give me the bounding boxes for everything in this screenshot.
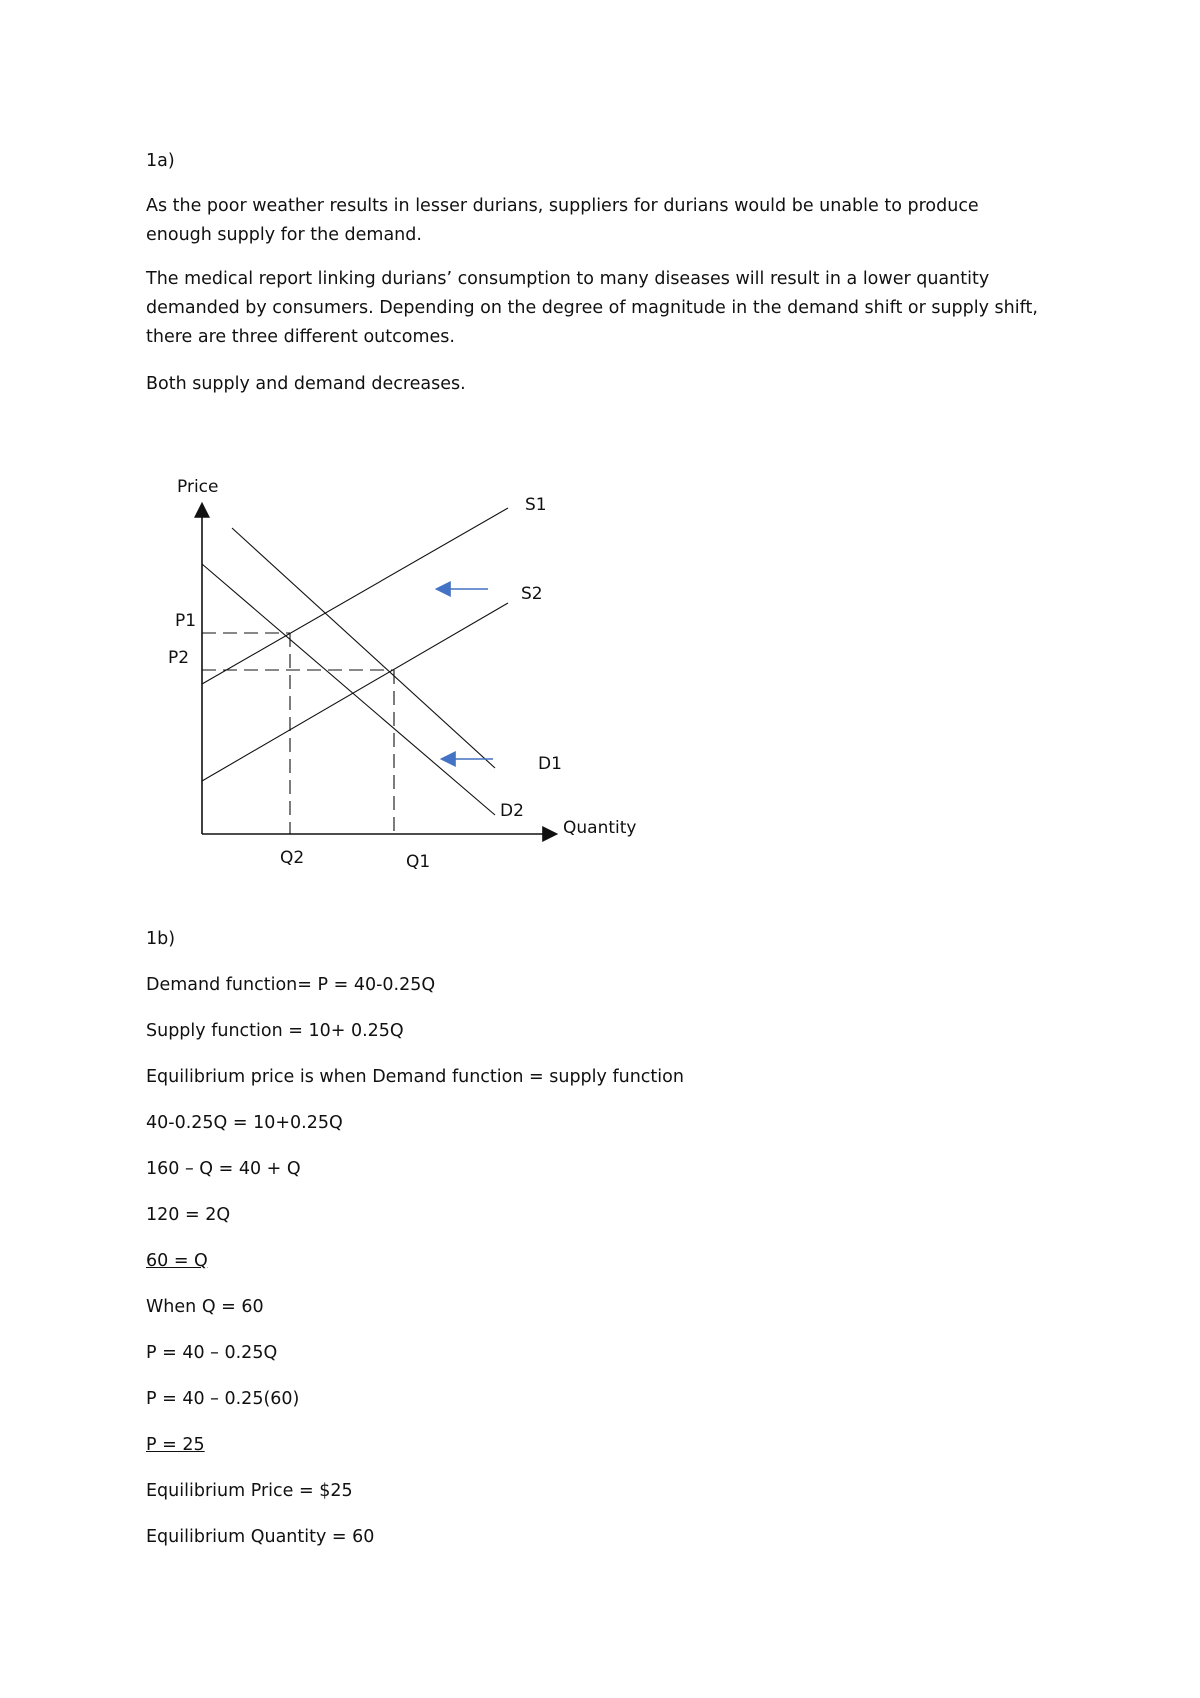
quantity-result: 60 = Q xyxy=(146,1251,208,1271)
heading-1b: 1b) xyxy=(146,929,176,949)
supply-curve-s2 xyxy=(202,603,508,781)
demand-function-line: Demand function= P = 40-0.25Q xyxy=(146,975,436,995)
price-result: P = 25 xyxy=(146,1435,205,1455)
equilibrium-quantity-line: Equilibrium Quantity = 60 xyxy=(146,1527,375,1547)
equation-line: When Q = 60 xyxy=(146,1297,264,1317)
demand-curve-d1 xyxy=(232,528,495,768)
supply-curve-s1 xyxy=(202,508,508,684)
d1-label: D1 xyxy=(538,754,562,774)
equation-line: 120 = 2Q xyxy=(146,1205,231,1225)
equation-line: 160 – Q = 40 + Q xyxy=(146,1159,301,1179)
p2-label: P2 xyxy=(168,648,190,668)
equation-line: P = 40 – 0.25(60) xyxy=(146,1389,300,1409)
paragraph-conclusion: Both supply and demand decreases. xyxy=(146,374,466,394)
paragraph-supply: As the poor weather results in lesser durians, suppliers for durians would be unable to produce enough supply for the demand. xyxy=(146,196,979,245)
demand-curve-d2 xyxy=(202,564,495,815)
equation-line: 40-0.25Q = 10+0.25Q xyxy=(146,1113,343,1133)
equilibrium-price-line: Equilibrium Price = $25 xyxy=(146,1481,353,1501)
equilibrium-condition-line: Equilibrium price is when Demand function = supply function xyxy=(146,1067,684,1087)
p1-label: P1 xyxy=(175,611,197,631)
q1-label: Q1 xyxy=(406,852,431,872)
heading-1a: 1a) xyxy=(146,151,175,171)
s2-label: S2 xyxy=(521,584,543,604)
supply-function-line: Supply function = 10+ 0.25Q xyxy=(146,1021,404,1041)
paragraph-demand: The medical report linking durians’ consumption to many diseases will result in a lower quantity demanded by consumers. Depending on the degree of magnitude in the demand shift or supply shift, there are three different outcomes. xyxy=(146,269,1038,347)
supply-demand-diagram xyxy=(150,465,670,880)
q2-label: Q2 xyxy=(280,848,305,868)
d2-label: D2 xyxy=(500,801,524,821)
equation-line: P = 40 – 0.25Q xyxy=(146,1343,278,1363)
x-axis-label: Quantity xyxy=(563,818,637,838)
y-axis-label: Price xyxy=(177,477,219,497)
s1-label: S1 xyxy=(525,495,547,515)
